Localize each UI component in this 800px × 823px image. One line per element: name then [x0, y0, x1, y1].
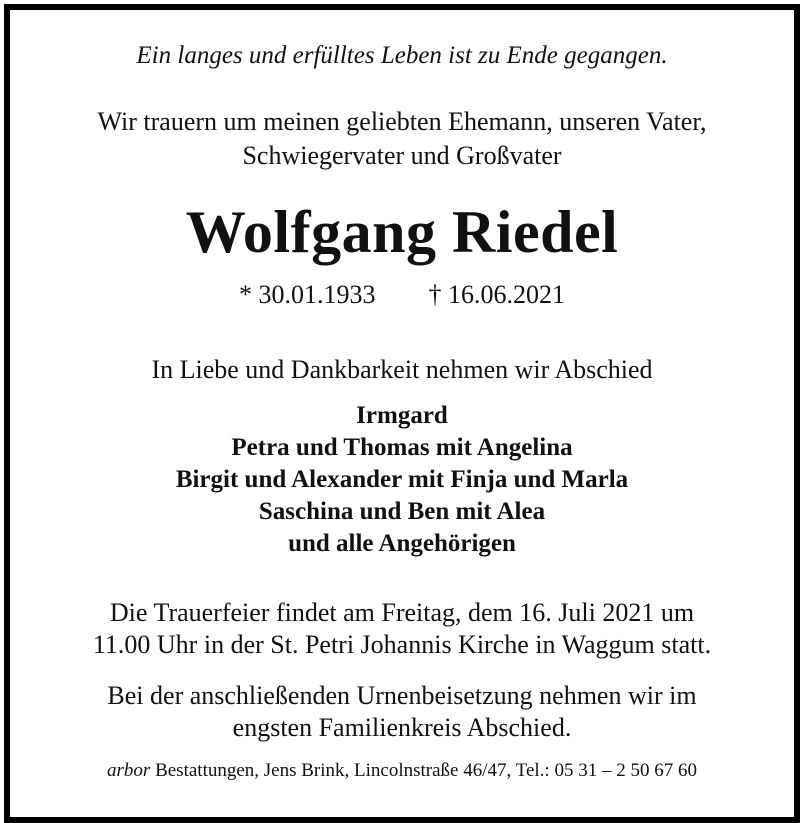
mourner-3: Birgit und Alexander mit Finja und Marla: [175, 466, 629, 493]
death-date: † 16.06.2021: [428, 280, 565, 309]
obituary-frame: [4, 4, 800, 823]
burial-line-1: Bei der anschließenden Urnenbeisetzung nehmen wir im: [107, 681, 697, 710]
mourner-1: Irmgard: [356, 402, 448, 429]
mourner-2: Petra und Thomas mit Angelina: [231, 434, 573, 461]
mourn-line-2: Schwiegervater und Großvater: [242, 141, 562, 170]
dates-row: [10, 280, 794, 310]
footer: [10, 760, 794, 782]
mourner-5: und alle Angehörigen: [288, 530, 516, 557]
footer-text: Bestattungen, Jens Brink, Lincolnstraße 46/47, Tel.: 05 31 – 2 50 67 60: [155, 760, 697, 781]
farewell-line: In Liebe und Dankbarkeit nehmen wir Abschied: [151, 355, 653, 384]
intro-line: Ein langes und erfülltes Leben ist zu Ende gegangen.: [136, 42, 668, 69]
footer-brand: arbor: [107, 760, 151, 781]
birth-date: * 30.01.1933: [239, 280, 376, 309]
service-line-1: Die Trauerfeier findet am Freitag, dem 16. Juli 2021 um: [109, 598, 695, 627]
deceased-name: Wolfgang Riedel: [185, 199, 619, 265]
mourner-4: Saschina und Ben mit Alea: [258, 498, 546, 525]
service-line-2: 11.00 Uhr in der St. Petri Johannis Kirche in Waggum statt.: [92, 630, 712, 659]
mourn-line-1: Wir trauern um meinen geliebten Ehemann, unseren Vater,: [97, 107, 707, 136]
burial-line-2: engsten Familienkreis Abschied.: [232, 713, 572, 742]
